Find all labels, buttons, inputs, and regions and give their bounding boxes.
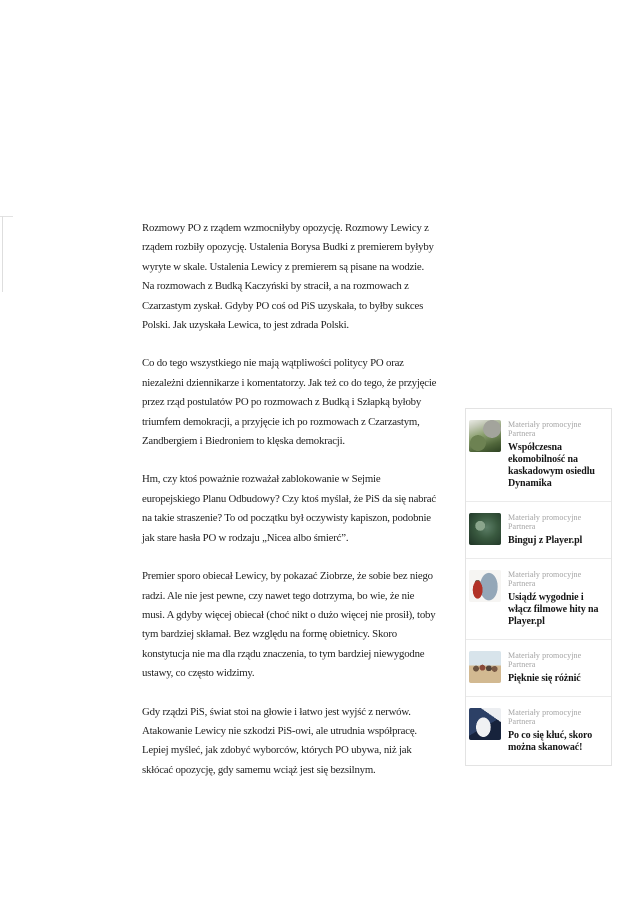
promo-item-player-bingo[interactable] (466, 501, 611, 558)
cutoff-element-edge-vertical (2, 216, 3, 292)
promo-partner-label: Materiały promocyjne Partnera (508, 651, 582, 669)
promo-title-link[interactable]: Współczesna ekomobilność na kaskadowym osiedlu Dynamika (508, 442, 595, 489)
promo-partner-label: Materiały promocyjne Partnera (508, 513, 582, 531)
partner-promo-widget (465, 408, 612, 766)
article-paragraph: Premier sporo obiecał Lewicy, by pokazać Ziobrze, że sobie bez niego radzi. Ale nie jest pewne, czy nawet tego dotrzyma, bo wie, że nie musi. A gdyby więcej obiecał (choć nikt o dużo więcej nie prosił), toby tym bardziej skłamał. Bez względu na formę obietnicy. Skoro konstytucja nie ma dla rządu znaczenia, to tym bardziej niewygodne ustawy, co często widzimy. (142, 570, 436, 680)
promo-text-block (508, 570, 603, 628)
promo-partner-label: Materiały promocyjne Partnera (508, 570, 582, 588)
promo-title-link[interactable]: Usiądź wygodnie i włącz filmowe hity na Player.pl (508, 592, 599, 627)
beach-people-thumbnail-image (469, 651, 501, 683)
scan-sensor-thumbnail-image (469, 708, 501, 740)
promo-partner-label: Materiały promocyjne Partnera (508, 708, 582, 726)
movie-couch-thumbnail-image (469, 570, 501, 602)
article-paragraph: Rozmowy PO z rządem wzmocniłyby opozycję. Rozmowy Lewicy z rządem rozbiły opozycję. Ustalenia Borysa Budki z premierem byłyby wyryte w skale. Ustalenia Lewicy z premierem są pisane na wodzie. Na rozmowach z Budką Kaczyński by stracił, a na rozmowach z Czarzastym zyskał. Gdyby PO coś od PiS uzyskała, to byłby sukces Polski. Jak uzyskała Lewica, to jest zdrada Polski. (142, 222, 434, 332)
promo-text-block (508, 708, 603, 754)
promo-text-block (508, 513, 603, 547)
article-paragraph: Gdy rządzi PiS, świat stoi na głowie i łatwo jest wyjść z nerwów. Atakowanie Lewicy nie szkodzi PiS-owi, ale utrudnia współpracę. Lepiej myśleć, jak zdobyć wyborców, których PO ubywa, niż jak skłócać opozycję, gdy samemu wciąż jest się bezsilnym. (142, 705, 417, 776)
article-paragraph: Co do tego wszystkiego nie mają wątpliwości politycy PO oraz niezależni dziennikarze i komentatorzy. Jak też co do tego, że przyjęcie przez rząd postulatów PO po rozmowach z Budką i Szłapką byłoby triumfem demokracji, a przyjęcie ich po rozmowach z Czarzastym, Zandbergiem i Biedroniem to klęska demokracji. (142, 357, 437, 448)
promo-title-link[interactable]: Pięknie się różnić (508, 673, 581, 684)
promo-title-link[interactable]: Po co się kłuć, skoro można skanować! (508, 730, 593, 753)
promo-item-beach-diversity[interactable] (466, 639, 611, 696)
promo-item-player-movies[interactable] (466, 558, 611, 639)
promo-item-scan-sensor[interactable] (466, 696, 611, 765)
promo-item-eco-estate[interactable] (466, 409, 611, 501)
article-body (142, 219, 438, 799)
promo-text-block (508, 420, 603, 490)
promo-text-block (508, 651, 603, 685)
promo-title-link[interactable]: Binguj z Player.pl (508, 535, 583, 546)
eco-estate-thumbnail-image (469, 420, 501, 452)
article-paragraph: Hm, czy ktoś poważnie rozważał zablokowanie w Sejmie europejskiego Planu Odbudowy? Czy ktoś myślał, że PiS da się nabrać na takie straszenie? To od początku był oczywisty kapiszon, podobnie jak stare hasła PO w rodzaju „Nicea albo śmierć”. (142, 473, 436, 544)
promo-partner-label: Materiały promocyjne Partnera (508, 420, 582, 438)
player-show-thumbnail-image (469, 513, 501, 545)
